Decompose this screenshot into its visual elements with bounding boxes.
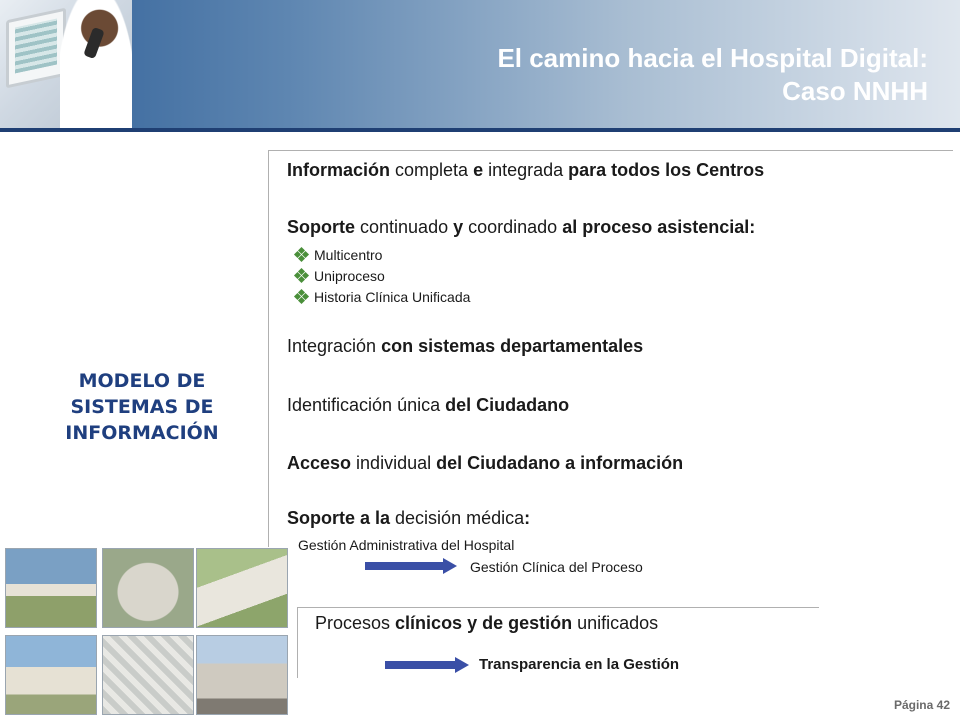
header-divider — [0, 128, 960, 132]
text: Integración — [287, 336, 382, 356]
diamond-bullet-icon — [296, 291, 308, 303]
text-bold: del Ciudadano a información — [436, 453, 684, 473]
text: coordinado — [463, 217, 563, 237]
text: decisión médica — [390, 508, 525, 528]
item-decision — [287, 508, 530, 529]
header-banner — [0, 0, 960, 128]
hospital-photo — [5, 548, 97, 628]
text-bold: Acceso — [287, 453, 352, 473]
model-label-line2: SISTEMAS DE — [70, 396, 214, 418]
item-informacion — [287, 160, 764, 181]
diamond-bullet-icon — [296, 270, 308, 282]
slide-title-line2: Caso NNHH — [782, 76, 928, 106]
hospital-photo — [102, 548, 194, 628]
text-bold: Información — [287, 160, 391, 180]
bullet-text: Multicentro — [314, 247, 383, 263]
hospital-photos — [5, 548, 291, 718]
text: completa — [390, 160, 474, 180]
text: Identificación única — [287, 395, 446, 415]
text: individual — [351, 453, 437, 473]
text-bold: y — [453, 217, 464, 237]
item-identificacion — [287, 395, 569, 416]
text-bold: con sistemas departamentales — [381, 336, 644, 356]
text-bold: Soporte — [287, 217, 356, 237]
list-item — [296, 266, 470, 287]
text-bold: para todos los Centros — [568, 160, 765, 180]
hospital-photo — [102, 635, 194, 715]
text: integrada — [483, 160, 569, 180]
model-label-line1: MODELO DE — [78, 370, 206, 392]
text: continuado — [355, 217, 454, 237]
hospital-photo — [196, 635, 288, 715]
model-label — [20, 368, 264, 446]
list-item — [296, 245, 470, 266]
list-item — [296, 287, 470, 308]
item-acceso — [287, 453, 683, 474]
text-bold: clínicos y de gestión — [395, 613, 573, 633]
page-number: Página 42 — [893, 698, 950, 712]
hospital-photo — [196, 548, 288, 628]
bullet-list — [296, 245, 470, 308]
item-procesos — [315, 613, 658, 634]
diamond-bullet-icon — [296, 249, 308, 261]
text-bold: e — [473, 160, 484, 180]
slide-title — [497, 42, 928, 108]
gestion-clinica-text: Gestión Clínica del Proceso — [470, 559, 643, 575]
slide-title-line1: El camino hacia el Hospital Digital: — [497, 43, 928, 73]
text: unificados — [572, 613, 659, 633]
model-label-line3: INFORMACIÓN — [65, 422, 219, 444]
text: Procesos — [315, 613, 396, 633]
doctor-at-computer-photo — [0, 0, 132, 128]
text-bold: Soporte a la — [287, 508, 391, 528]
text-bold: al proceso asistencial: — [562, 217, 756, 237]
text-bold: del Ciudadano — [445, 395, 570, 415]
item-soporte — [287, 217, 755, 238]
bullet-text: Uniproceso — [314, 268, 385, 284]
bullet-text: Historia Clínica Unificada — [314, 289, 471, 305]
transparencia-text: Transparencia en la Gestión — [479, 656, 680, 673]
gestion-administrativa-text: Gestión Administrativa del Hospital — [298, 537, 515, 553]
right-arrow-icon — [385, 657, 469, 673]
right-arrow-icon — [365, 558, 457, 574]
item-integracion — [287, 336, 643, 357]
text-bold: : — [524, 508, 531, 528]
hospital-photo — [5, 635, 97, 715]
